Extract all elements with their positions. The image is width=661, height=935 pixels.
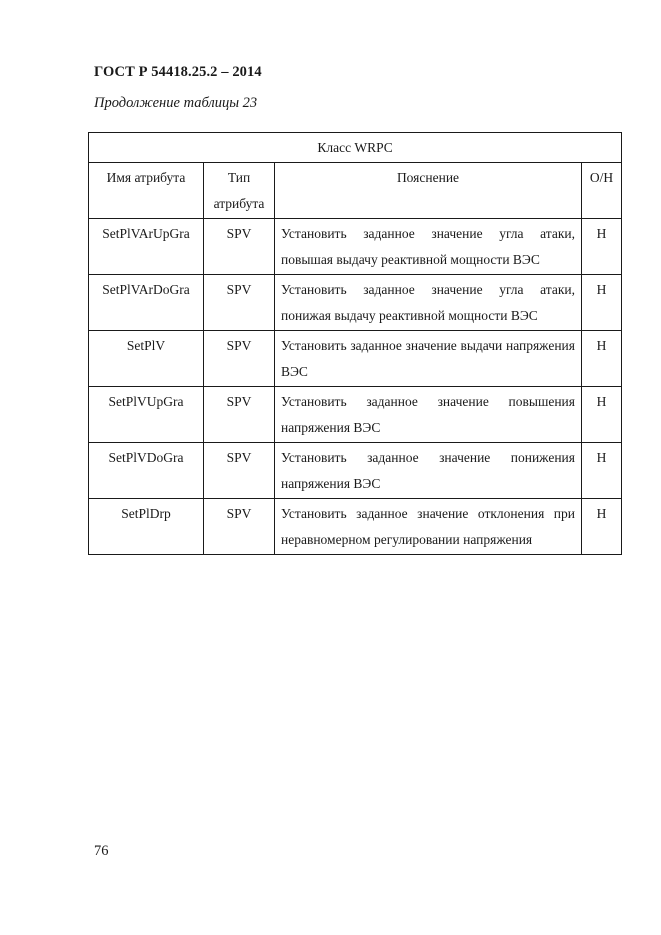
table-caption: Продолжение таблицы 23 (94, 95, 258, 111)
attribute-oh: Н (582, 330, 622, 386)
class-title-row (89, 133, 622, 163)
attribute-type: SPV (204, 442, 275, 498)
attribute-type: SPV (204, 218, 275, 274)
attribute-table (88, 132, 622, 555)
attribute-oh: Н (582, 498, 622, 554)
attribute-description: Установить заданное значение выдачи напряжения ВЭС (275, 330, 582, 386)
attribute-type: SPV (204, 274, 275, 330)
attribute-name: SetPlV (89, 330, 204, 386)
column-header-type: Тип атрибута (204, 162, 275, 218)
standard-title: ГОСТ Р 54418.25.2 – 2014 (94, 64, 262, 80)
table-row (89, 442, 622, 498)
attribute-name: SetPlVUpGra (89, 386, 204, 442)
table-row (89, 498, 622, 554)
column-header-row (89, 162, 622, 218)
class-title: Класс WRPC (89, 133, 622, 163)
attribute-name: SetPlDrp (89, 498, 204, 554)
table-row (89, 218, 622, 274)
attribute-name: SetPlVArUpGra (89, 218, 204, 274)
column-header-name: Имя атрибута (89, 162, 204, 218)
attribute-oh: Н (582, 386, 622, 442)
attribute-name: SetPlVDoGra (89, 442, 204, 498)
page-number: 76 (94, 843, 109, 859)
attribute-oh: Н (582, 442, 622, 498)
attribute-type: SPV (204, 330, 275, 386)
attribute-description: Установить заданное значение отклонения при неравномерном регулировании напряжения (275, 498, 582, 554)
table-row (89, 330, 622, 386)
attribute-name: SetPlVArDoGra (89, 274, 204, 330)
attribute-oh: Н (582, 218, 622, 274)
column-header-oh: О/Н (582, 162, 622, 218)
attribute-description: Установить заданное значение угла атаки, повышая выдачу реактивной мощности ВЭС (275, 218, 582, 274)
attribute-oh: Н (582, 274, 622, 330)
attribute-description: Установить заданное значение угла атаки, понижая выдачу реактивной мощности ВЭС (275, 274, 582, 330)
attribute-type: SPV (204, 498, 275, 554)
attribute-description: Установить заданное значение повышения напряжения ВЭС (275, 386, 582, 442)
attribute-type: SPV (204, 386, 275, 442)
table-row (89, 386, 622, 442)
attribute-description: Установить заданное значение понижения напряжения ВЭС (275, 442, 582, 498)
column-header-description: Пояснение (275, 162, 582, 218)
table-row (89, 274, 622, 330)
